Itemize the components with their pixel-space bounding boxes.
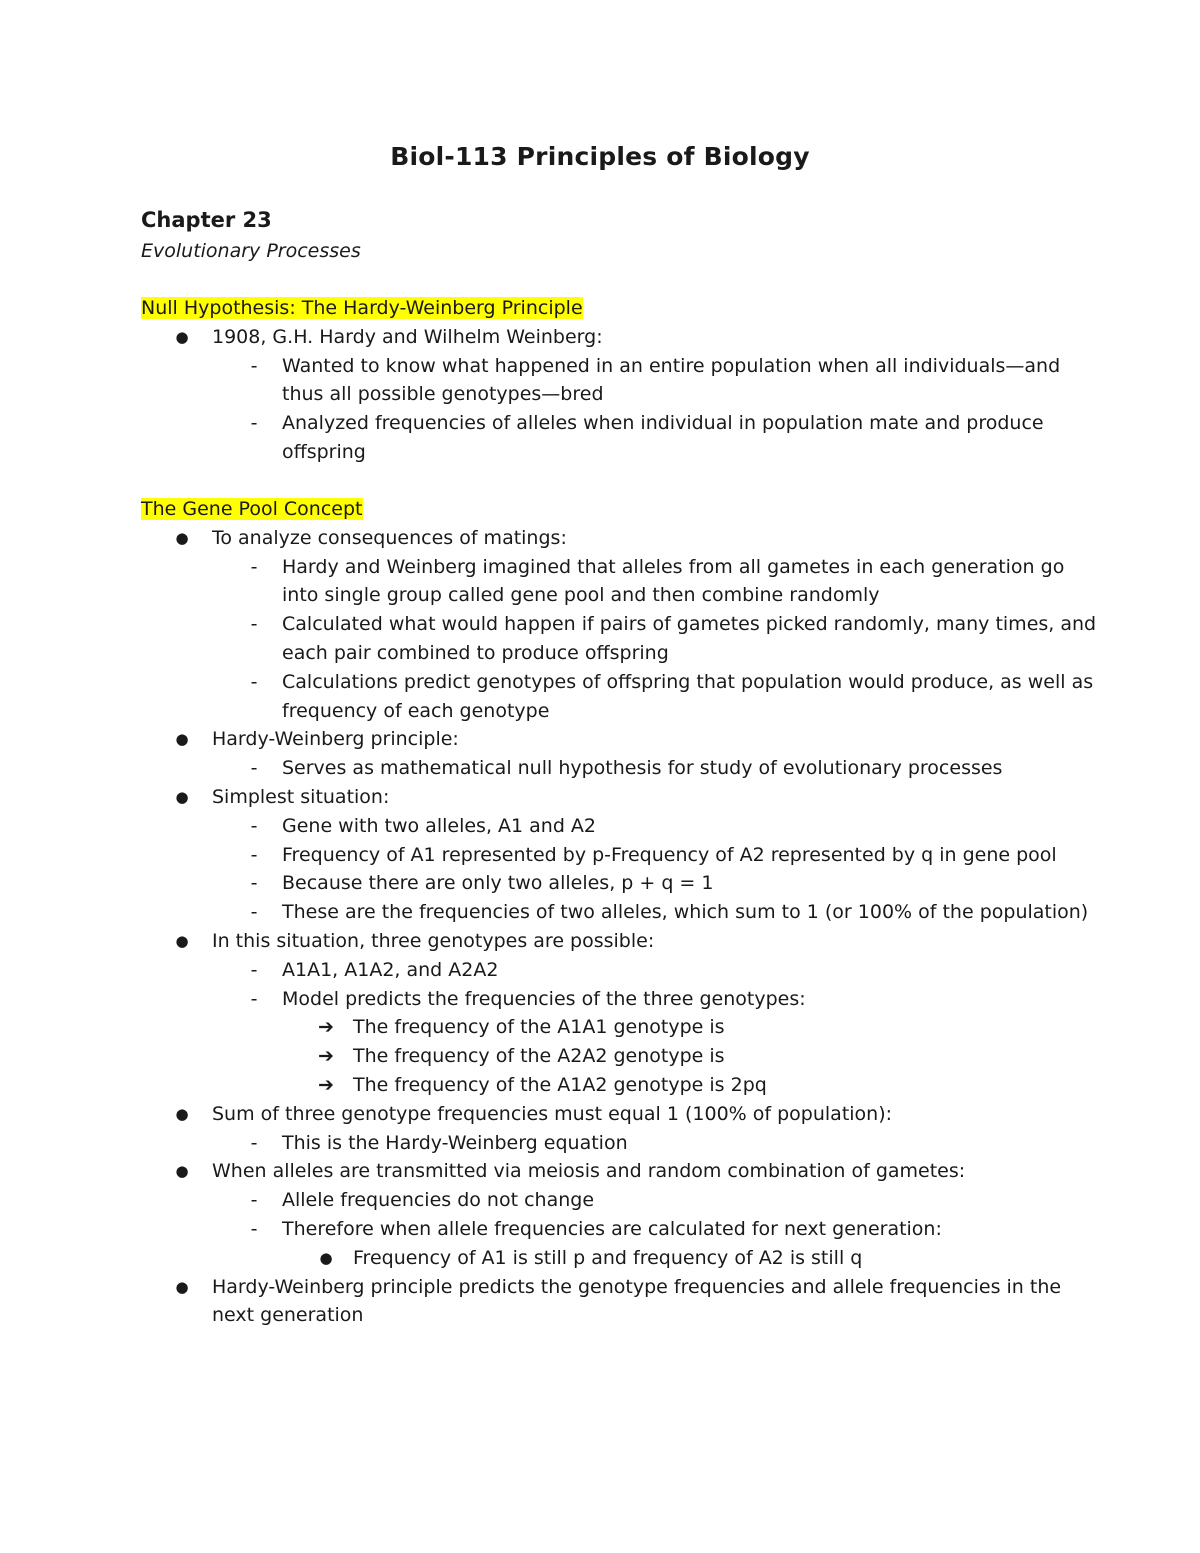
sub-item-text: Gene with two alleles, A1 and A2 [282,814,597,837]
sub-item-text: Allele frequencies do not change [282,1189,595,1212]
dash-marker: - [250,1217,258,1240]
bullet-marker: ● [175,1277,189,1296]
bullet-marker: ● [175,730,189,749]
sub-sub-item-text: The frequency of the A1A1 genotype is [353,1016,725,1039]
sub-list-item [141,869,1101,898]
chapter-subtitle: Evolutionary Processes [141,240,361,262]
dash-marker: - [250,814,258,837]
dash-marker: - [250,901,258,924]
sub-item-text: Serves as mathematical null hypothesis for study of evolutionary processes [282,757,1003,780]
sub-list [141,1186,1101,1272]
list-item [141,323,1101,467]
dash-marker: - [250,670,258,693]
sub-list-item [141,985,1101,1100]
sub-list-item [141,1215,1101,1273]
sub-list-item [141,1186,1101,1215]
sub-item-text: Model predicts the frequencies of the three genotypes: [282,987,806,1010]
sub-list-item [141,898,1101,927]
sub-sub-item-text: The frequency of the A2A2 genotype is [353,1045,725,1068]
sub-list-item [141,409,1101,467]
sub-list-item [141,668,1101,726]
dash-marker: - [250,958,258,981]
sub-item-text: Analyzed frequencies of alleles when individual in population mate and produce offspring [282,412,1044,463]
list-item [141,1273,1101,1331]
dash-marker: - [250,412,258,435]
dash-marker: - [250,843,258,866]
list-item-text: Sum of three genotype frequencies must equal 1 (100% of population): [212,1102,893,1125]
chapter-heading: Chapter 23 [141,208,272,232]
bullet-marker: ● [175,528,189,547]
sub-list-item [141,841,1101,870]
list-item-text: Hardy-Weinberg principle: [212,728,459,751]
sub-item-text: Wanted to know what happened in an entire population when all individuals—and thus all possible genotypes—bred [282,354,1061,406]
sub-item-text: Calculations predict genotypes of offspring that population would produce, as well as frequency of each genotype [282,670,1094,722]
dash-marker: - [250,1189,258,1212]
bullet-marker: ● [319,1248,333,1267]
section-gene-pool [141,495,1101,1330]
list-item [141,725,1101,783]
sub-list-item [141,1129,1101,1158]
list-item-text: In this situation, three genotypes are possible: [212,929,655,952]
arrow-icon: ➔ [318,1073,334,1096]
sub-item-text: Therefore when allele frequencies are calculated for next generation: [282,1217,942,1240]
sub-item-text: This is the Hardy-Weinberg equation [282,1131,628,1154]
sub-item-text: Hardy and Weinberg imagined that alleles from all gametes in each generation go into single group called gene pool and then combine randomly [282,555,1065,607]
dash-marker: - [250,872,258,895]
sub-sub-list-item [141,1013,1101,1042]
sub-list-item [141,610,1101,668]
arrow-icon: ➔ [318,1045,334,1068]
sub-list [141,352,1101,467]
section-heading: Null Hypothesis: The Hardy-Weinberg Principle [141,297,583,319]
sub-item-text: Frequency of A1 represented by p-Frequency of A2 represented by q in gene pool [282,843,1057,866]
sub-list [141,553,1101,726]
sub-sub-list-item [141,1042,1101,1071]
sub-item-text: A1A1, A1A2, and A2A2 [282,958,499,981]
bullet-list [141,524,1101,1330]
list-item-text: When alleles are transmitted via meiosis and random combination of gametes: [212,1160,966,1183]
list-item [141,783,1101,927]
sub-list-item [141,754,1101,783]
dash-marker: - [250,1131,258,1154]
section-heading: The Gene Pool Concept [141,498,363,520]
section-null-hypothesis [141,294,1101,467]
arrow-icon: ➔ [318,1016,334,1039]
sub-item-text: Calculated what would happen if pairs of gametes picked randomly, many times, and each pair combined to produce offspring [282,613,1097,664]
bullet-list [141,323,1101,467]
sub-list [141,956,1101,1100]
bullet-marker: ● [175,787,189,806]
sub-list-item [141,352,1101,410]
list-item-text: Hardy-Weinberg principle predicts the genotype frequencies and allele frequencies in the next generation [212,1275,1062,1327]
sub-list-item [141,553,1101,611]
dash-marker: - [250,757,258,780]
list-item [141,1100,1101,1158]
sub-sub-list [141,1244,1101,1273]
sub-list-item [141,812,1101,841]
dash-marker: - [250,354,258,377]
list-item [141,927,1101,1100]
page-title: Biol-113 Principles of Biology [390,142,810,171]
list-item [141,524,1101,726]
sub-sub-list-item [141,1244,1101,1273]
bullet-marker: ● [175,1162,189,1181]
sub-list [141,754,1101,783]
sub-sub-list [141,1013,1101,1099]
sub-list [141,812,1101,927]
bullet-marker: ● [175,1104,189,1123]
sub-sub-item-text: Frequency of A1 is still p and frequency of A2 is still q [353,1246,863,1269]
dash-marker: - [250,613,258,636]
bullet-marker: ● [175,931,189,950]
sub-list [141,1129,1101,1158]
dash-marker: - [250,555,258,578]
sub-sub-item-text: The frequency of the A1A2 genotype is 2pq [353,1073,767,1096]
sub-sub-list-item [141,1071,1101,1100]
dash-marker: - [250,987,258,1010]
sub-item-text: Because there are only two alleles, p + q = 1 [282,872,714,895]
list-item-text: Simplest situation: [212,785,390,808]
sub-item-text: These are the frequencies of two alleles, which sum to 1 (or 100% of the population) [282,901,1089,924]
list-item [141,1157,1101,1272]
list-item-text: 1908, G.H. Hardy and Wilhelm Weinberg: [212,325,603,348]
bullet-marker: ● [175,327,189,346]
sub-list-item [141,956,1101,985]
list-item-text: To analyze consequences of matings: [212,526,567,549]
